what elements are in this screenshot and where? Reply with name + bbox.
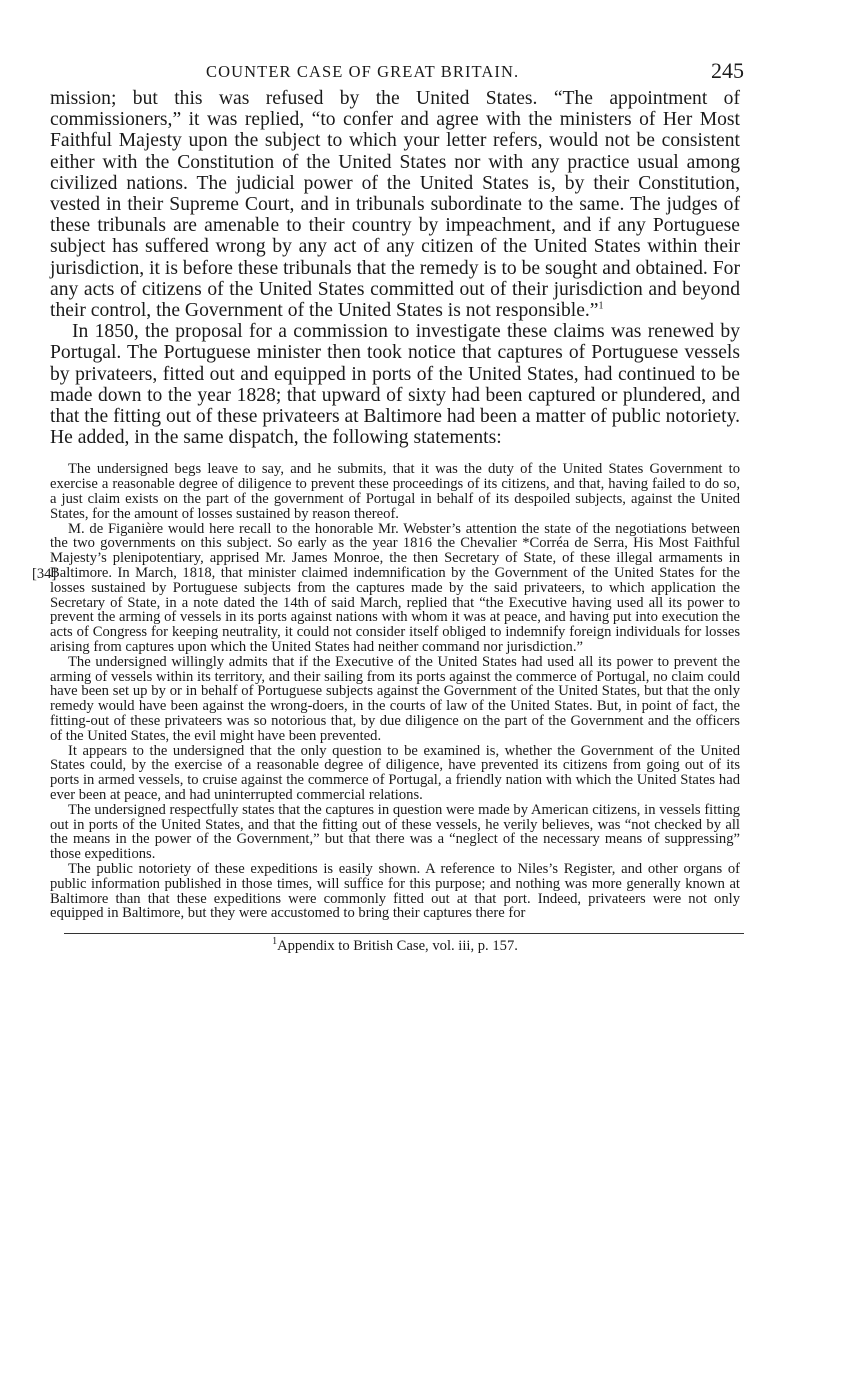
footnote-divider [64,933,744,934]
page-number: 245 [711,58,744,83]
extract-paragraph: The undersigned respectfully states that the captures in question were made by American citizens, in vessels fitting out in ports of the United States, and that the fitting out of these vessels, he verily believes, was “not checked by all the means in the power of the Government,” but that there was a “neglect of the necessary means of suppressing” those expeditions. [50,801,740,863]
body-text [50,88,740,448]
footnote-text: Appendix to British Case, vol. iii, p. 157. [277,938,518,955]
extract-paragraph: The undersigned begs leave to say, and he submits, that it was the duty of the United States Government to exercise a reasonable degree of diligence to prevent these proceedings of its citizens, and that, having failed to do so, a just claim exists on the part of the government of Portugal in behalf of its despoiled subjects, against the United States, for the amount of losses sustained by reason thereof. [50,461,740,522]
body-paragraph: In 1850, the proposal for a commission to investigate these claims was renewed by Portugal. The Portuguese minister then took notice that captures of Portuguese vessels by privateers, fitted out and equipped in ports of the United States, had continued to be made down to the year 1828; that upward of sixty had been captured or plundered, and that the fitting out of these privateers at Baltimore had been a matter of public notoriety. He added, in the same dispatch, the following statements: [50,321,740,449]
document-page [32,58,744,955]
extract-paragraph: The public notoriety of these expeditions is easily shown. A reference to Niles’s Register, and other organs of public information published in those times, will suffice for this purpose; and nothing was more generally known at Baltimore than that these expeditions were commonly fitted out at that port. Indeed, privateers were not only equipped in Baltimore, but they were accustomed to bring their captures there for [50,860,740,922]
extract-paragraph: It appears to the undersigned that the only question to be examined is, whether the Government of the United States could, by the exercise of a reasonable degree of diligence, have prevented its citizens from going out of its ports in armed vessels, to cruise against the commerce of Portugal, a friendly nation with which the United States had ever been at peace, and had uninterrupted commercial relations. [50,742,740,803]
footnote [50,938,740,955]
running-head [50,58,744,88]
footnote-marker: 1 [598,300,604,312]
footnote-number: 1 [272,936,278,948]
extract-paragraph: M. de Figanière would here recall to the honorable Mr. Webster’s attention the state of the negotiations between the two governments on this subject. So early as the year 1816 the Chevalier *Corréa de Serra, His Most Faithful Majesty’s plenipotentiary, apprised Mr. James Monroe, the then Secretary of State, of these illegal armaments in Baltimore. In March, 1818, that minister claimed indemnification by the Government of the United States for the losses sustained by Portuguese subjects from the captures made by the said privateers, to which application the Secretary of State, in a note dated the 14th of said March, replied that “the Executive having used all its power to prevent the arming of vessels in its ports against nations with whom it was at peace, and having put into execution the acts of Congress for keeping neutrality, it could not consider itself obliged to indemnify foreign individuals for losses arising from captures upon which the United States had neither command nor jurisdiction.” [50,520,740,656]
body-paragraph-text: mission; but this was refused by the United States. “The appointment of commissioners,” it was replied, “to confer and agree with the ministers of Her Most Faithful Majesty upon the subject to which your letter refers, would not be consistent either with the Constitution of the United States nor with any practice usual among civilized nations. The judicial power of the United States is, by their Constitution, vested in their Supreme Court, and in tribunals subordinate to the same. The judges of these tribunals are amenable to their country by impeachment, and if any Portuguese subject has suffered wrong by any act of any citizen of the United States within their jurisdiction, it is before these tribunals that the remedy is to be sought and obtained. For any acts of citizens of the United States committed out of their jurisdiction and beyond their control, the Government of the United States is not responsible.” [50,88,740,322]
margin-reference: [34] [32,566,57,583]
quoted-extract [32,461,740,922]
body-paragraph [50,88,740,321]
extract-paragraph: The undersigned willingly admits that if the Executive of the United States had used all its power to prevent the arming of vessels within its territory, and their sailing from its ports against the commerce of Portugal, no claim could have been set up by or in behalf of Portuguese subjects against the Government of the United States, but that the only remedy would have been against the wrong-doers, in the courts of law of the United States. But, in point of fact, the fitting-out of these privateers was so notorious that, by due diligence on the part of the Government and the officers of the United States, the evil might have been prevented. [50,653,740,744]
running-title: COUNTER CASE OF GREAT BRITAIN. [206,62,520,81]
